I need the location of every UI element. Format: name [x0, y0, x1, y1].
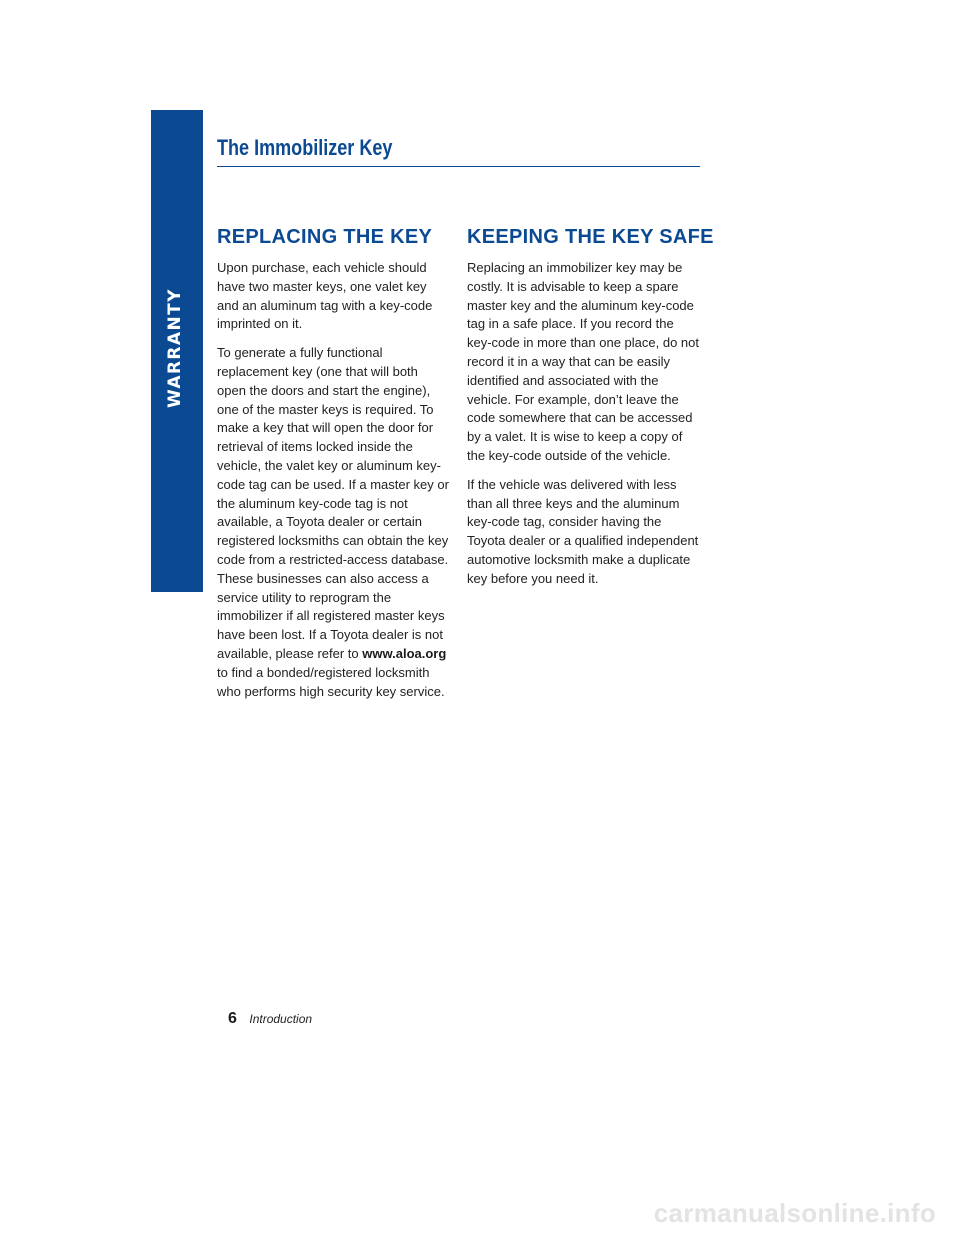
keeping-key-safe-paragraph-1: Replacing an immobilizer key may be costly. It is advisable to keep a spare master key and the aluminum key-code tag in a safe place. If you record the key-code in more than one place, do not record it in a way that can be easily identified and associated with the vehicle. For example, don’t leave the code somewhere that can be accessed by a valet. It is wise to keep a copy of the key-code outside of the vehicle. — [467, 260, 699, 463]
keeping-key-safe-heading: KEEPING THE KEY SAFE — [467, 226, 714, 248]
keeping-key-safe-paragraph-2: If the vehicle was delivered with less than all three keys and the aluminum key-code tag, consider having the Toyota dealer or a qualified independent automotive locksmith make a duplicate key before you need it. — [467, 476, 699, 586]
page-title: The Immobilizer Key — [217, 135, 393, 160]
footer-section-name: Introduction — [249, 1012, 313, 1026]
replacing-key-heading: REPLACING THE KEY — [217, 226, 433, 248]
paragraph-text: to find a bonded/registered locksmith who performs high security key service. — [217, 664, 445, 699]
title-divider — [217, 166, 700, 167]
replacing-key-paragraph-1: Upon purchase, each vehicle should have two master keys, one valet key and an aluminum tag with a key-code imprinted on it. — [217, 260, 433, 332]
sidebar-tab-label: WARRANTY — [165, 288, 185, 408]
paragraph-text: To generate a fully functional replacement key (one that will both open the doors and start the engine), one of the master keys is required. To make a key that will open the door for retrieval of items locked inside the vehicle, the valet key or aluminum key-code tag can be used. If a master key or the aluminum key-code tag is not available, a Toyota dealer or certain registered locksmiths can obtain the key code from a restricted-access database. These businesses can also access a service utility to reprogram the immobilizer if all registered master keys have been lost. If a Toyota dealer is not available, please refer to — [217, 345, 449, 661]
replacing-key-section — [217, 224, 449, 711]
page-footer — [228, 1010, 312, 1028]
keeping-key-safe-section — [467, 224, 714, 599]
replacing-key-paragraph-2 — [217, 344, 449, 701]
watermark: carmanualsonline.info — [653, 1198, 936, 1228]
page-number: 6 — [228, 1010, 237, 1027]
aloa-link[interactable]: www.aloa.org — [362, 645, 447, 661]
